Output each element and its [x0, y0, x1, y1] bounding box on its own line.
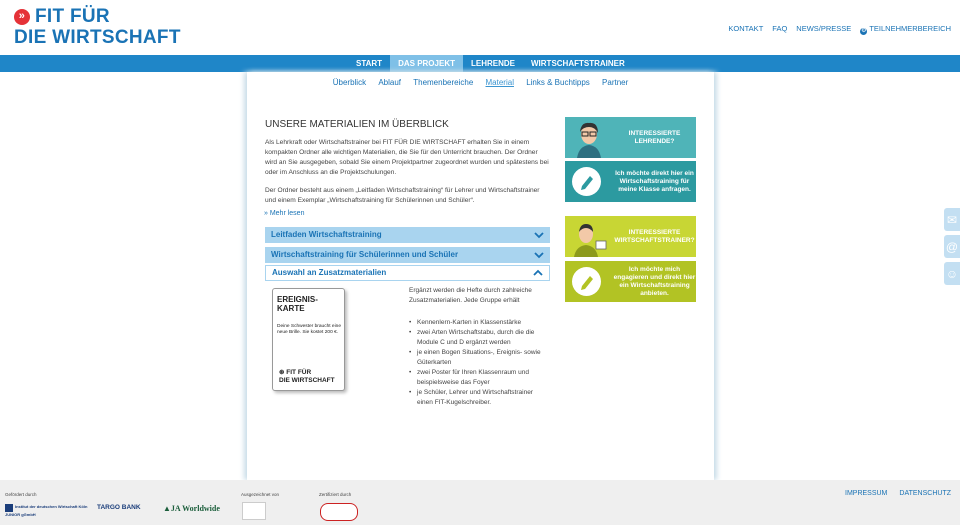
subnav-links-buchtipps[interactable]: Links & Buchtipps: [526, 78, 590, 87]
targobank-logo[interactable]: TARGO BANK: [97, 504, 141, 511]
ja-worldwide-logo[interactable]: [163, 504, 220, 513]
ja-logo-mark: ▲: [163, 504, 171, 513]
datenschutz-link[interactable]: DATENSCHUTZ: [899, 490, 951, 497]
logo-line2: DIE WIRTSCHAFT: [14, 27, 181, 48]
card-logo-arrow-icon: ⊛: [279, 369, 285, 376]
list-item: • Kennenlern-Karten in Klassenstärke: [409, 318, 549, 328]
pencil-icon: [572, 267, 601, 296]
intro-paragraph-2: Der Ordner besteht aus einem „Leitfaden Wirtschaftstraining“ für Lehrer und Wirtschaftstrainer und einem Exemplar „Wirtschaftstraining für Schülerinnen und Schüler“.: [265, 187, 540, 204]
subnav-ueberblick[interactable]: Überblick: [332, 78, 367, 87]
promo-interessierte-wirtschaftstrainer[interactable]: [565, 216, 696, 257]
card-text: Deine Schwester braucht eine neue Brille. Sie kostet 200 €.: [277, 324, 341, 335]
chevron-down-icon: [534, 230, 544, 240]
card-title: EREIGNIS-KARTE: [277, 295, 318, 313]
subnav-themenbereiche[interactable]: Themenbereiche: [413, 78, 474, 87]
extra-intro: Ergänzt werden die Hefte durch zahlreiche Zusatzmaterialien. Jede Gruppe erhält: [409, 287, 532, 304]
card-logo-line2: DIE WIRTSCHAFT: [279, 377, 335, 384]
subnav-partner[interactable]: Partner: [602, 78, 629, 87]
list-item: • je einen Bogen Situations-, Ereignis- sowie Güterkarten: [409, 348, 549, 368]
pencil-icon: [572, 167, 601, 196]
impressum-link[interactable]: IMPRESSUM: [845, 490, 888, 497]
mail-icon[interactable]: ✉: [944, 208, 960, 231]
nav-lehrende[interactable]: LEHRENDE: [470, 59, 515, 68]
accordion-label: Wirtschaftstraining für Schülerinnen und Schüler: [271, 250, 459, 259]
nav-das-projekt[interactable]: DAS PROJEKT: [390, 55, 463, 72]
footer-links: [845, 490, 951, 497]
accordion-leitfaden[interactable]: [265, 227, 550, 243]
footer-ausgezeichnet: Ausgezeichnet von: [241, 492, 280, 497]
top-link-teilnehmerbereich-label: TEILNEHMERBEREICH: [869, 24, 951, 33]
iw-logo-label: Institut der deutschen Wirtschaft Köln JUNIOR gGmbH: [5, 504, 88, 517]
teacher-avatar-icon: [571, 120, 607, 158]
footer: [0, 480, 960, 525]
content-area: [247, 72, 714, 480]
promo-interessierte-lehrende[interactable]: [565, 117, 696, 158]
ereignis-karte-image: [272, 288, 345, 391]
nav-wirtschaftstrainer[interactable]: WIRTSCHAFTSTRAINER: [531, 59, 625, 68]
promo-label: Ich möchte direkt hier ein Wirtschaftstraining für meine Klasse anfragen.: [615, 169, 694, 193]
chevron-up-icon: [533, 268, 543, 278]
top-link-teilnehmerbereich[interactable]: [860, 24, 951, 35]
accordion-label: Auswahl an Zusatzmaterialien: [272, 268, 387, 277]
zusatzmaterialien-text: [409, 286, 549, 408]
accordion-zusatzmaterialien[interactable]: [265, 265, 550, 281]
promo-label: INTERESSIERTE LEHRENDE?: [628, 129, 681, 145]
main-nav: [0, 55, 960, 72]
iw-logo-mark: [5, 504, 13, 512]
top-link-news[interactable]: NEWS/PRESSE: [796, 24, 852, 33]
intro-text: [265, 138, 550, 214]
trainer-avatar-icon: [570, 219, 610, 257]
card-logo-line1: FIT FÜR: [286, 369, 312, 376]
extra-list: [409, 318, 549, 408]
pencil-circle: [572, 267, 601, 296]
page-title: UNSERE MATERIALIEN IM ÜBERBLICK: [265, 119, 449, 130]
card-logo: [279, 369, 335, 385]
footer-zertifiziert: Zertifiziert durch: [319, 492, 352, 497]
list-item: • je Schüler, Lehrer und Wirtschaftstrainer einen FIT-Kugelschreiber.: [409, 388, 549, 408]
award-badge-icon[interactable]: [242, 502, 266, 520]
subnav-material[interactable]: Material: [485, 78, 514, 87]
accordion-label: Leitfaden Wirtschaftstraining: [271, 230, 382, 239]
promo-trainer-anbieten[interactable]: [565, 261, 696, 302]
at-icon[interactable]: @: [944, 235, 960, 258]
logo-line1: FIT FÜR: [35, 6, 110, 27]
person-icon[interactable]: ☺: [944, 262, 960, 285]
promo-label: INTERESSIERTE WIRTSCHAFTSTRAINER?: [614, 228, 695, 244]
iw-junior-logo[interactable]: [5, 504, 90, 517]
site-logo[interactable]: [14, 6, 181, 48]
gear-icon: ⚙: [861, 28, 867, 34]
promo-label: Ich möchte mich engagieren und direkt hier ein Wirtschaftstraining anbieten.: [613, 265, 696, 297]
top-link-kontakt[interactable]: KONTAKT: [728, 24, 764, 33]
subnav-ablauf[interactable]: Ablauf: [378, 78, 401, 87]
pencil-circle: [572, 167, 601, 196]
chevron-down-icon: [534, 250, 544, 260]
side-icons: [944, 208, 960, 289]
promo-lehrende-anfragen[interactable]: [565, 161, 696, 202]
top-nav: [728, 24, 951, 35]
nav-start[interactable]: START: [356, 59, 383, 68]
read-more-link[interactable]: » Mehr lesen: [264, 210, 305, 217]
logo-arrow-icon: »: [14, 9, 30, 25]
list-item: • zwei Poster für Ihren Klassenraum und beispielsweise das Foyer: [409, 368, 549, 388]
list-item: • zwei Arten Wirtschaftstabu, durch die die Module C und D ergänzt werden: [409, 328, 549, 348]
footer-gefoerdert: Gefördert durch: [5, 492, 37, 497]
certificate-seal-icon[interactable]: [320, 503, 358, 521]
top-link-faq[interactable]: FAQ: [772, 24, 788, 33]
intro-paragraph-1: Als Lehrkraft oder Wirtschaftstrainer bei FIT FÜR DIE WIRTSCHAFT erhalten Sie in einem kompakten Ordner alle wichtigen Materialien, die Sie für den Unterricht brauchen. Der Ordner wird an Sie ausgegeben, sobald Sie einem Projektpartner zugeordnet wurden und spätestens bei oder im Anschluss an die Projektschulungen.: [265, 139, 549, 176]
ja-logo-label: JA Worldwide: [170, 504, 220, 513]
header: [0, 0, 960, 55]
accordion-schueler[interactable]: [265, 247, 550, 263]
sub-nav: [247, 78, 714, 87]
